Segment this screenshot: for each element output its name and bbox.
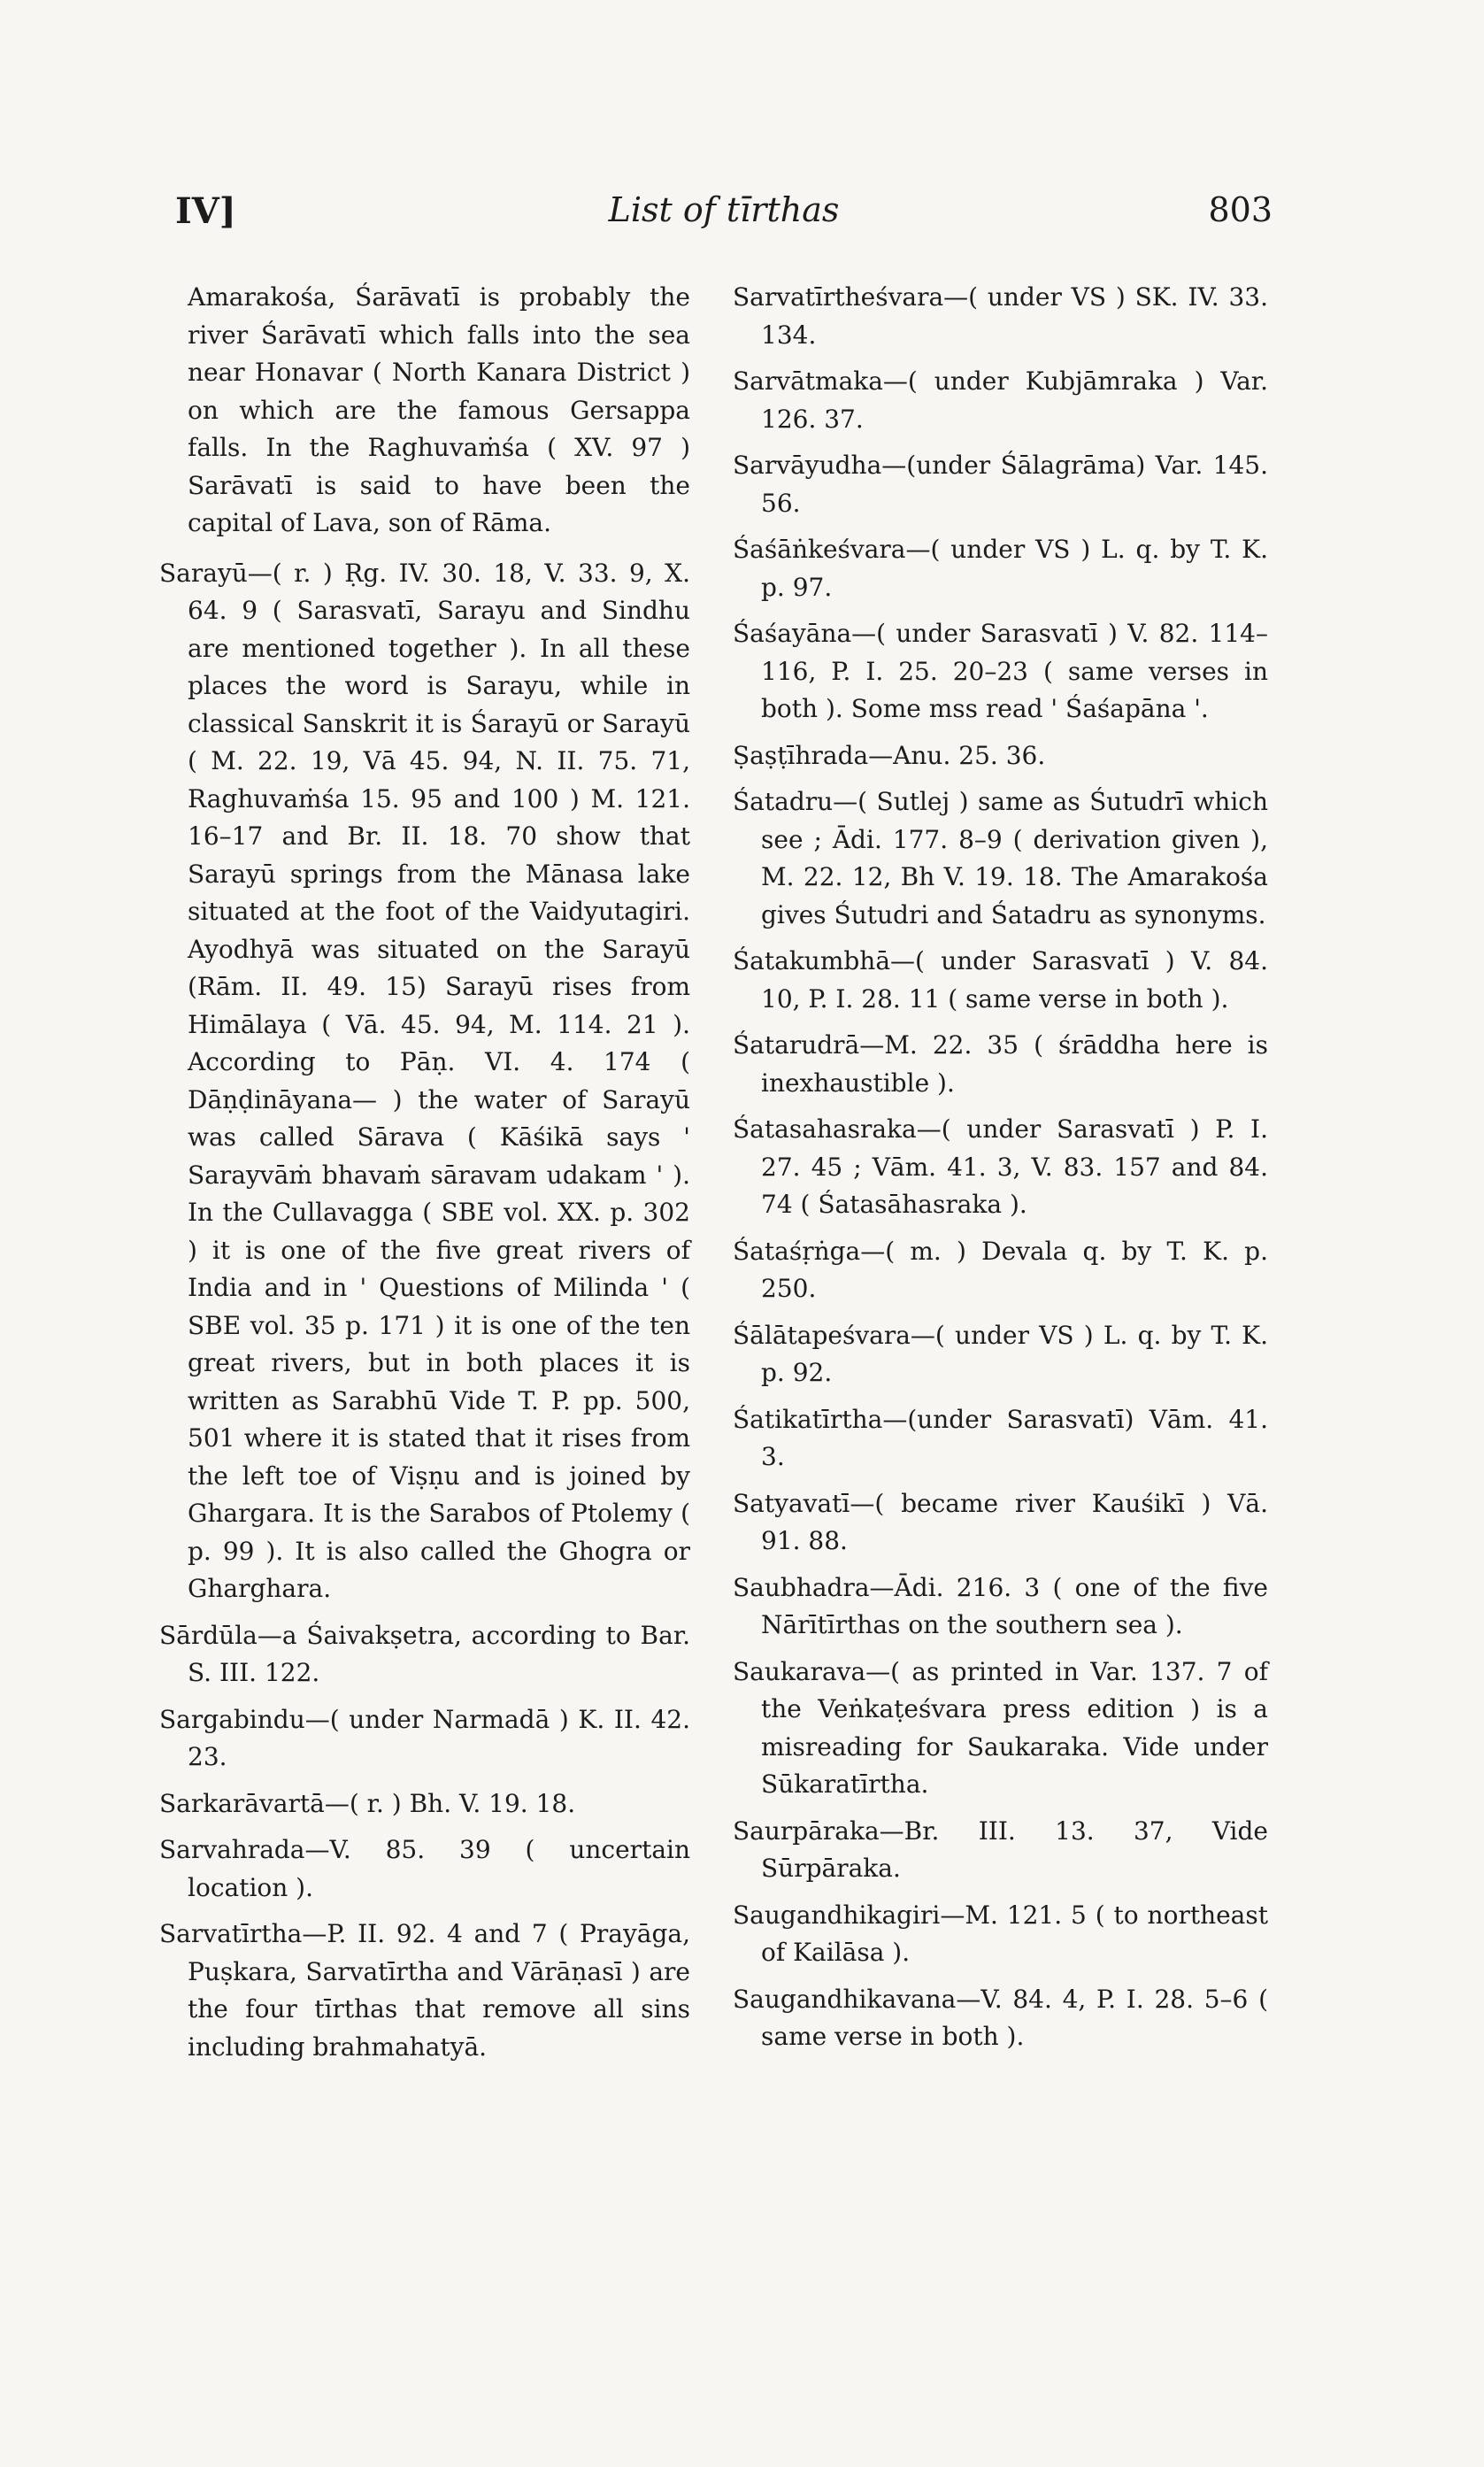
page-number: 803	[1208, 190, 1273, 229]
entry-sarvayudha: Sarvāyudha—(under Śālagrāma) Var. 145. 56.	[733, 451, 1268, 518]
entry-sasankesvara: Śaśāṅkeśvara—( under VS ) L. q. by T. K. p. 97.	[733, 535, 1268, 602]
page-header	[175, 190, 1273, 243]
entry-satyavati: Satyavatī—( became river Kauśikī ) Vā. 91. 88.	[733, 1488, 1268, 1555]
entry-satadru: Śatadru—( Sutlej ) same as Śutudrī which see ; Ādi. 177. 8–9 ( derivation given ), M. 22. 12, Bh V. 19. 18. The Amarakośa gives Śutudri and Śatadru as synonyms.	[733, 787, 1268, 929]
entry-satasrnga: Śataśṛṅga—( m. ) Devala q. by T. K. p. 250.	[733, 1236, 1268, 1303]
section-number: IV]	[175, 190, 236, 232]
entry-satikatirtha: Śatikatīrtha—(under Sarasvatī) Vām. 41. 3.	[733, 1404, 1268, 1471]
entry-sastihrada: Ṣaṣṭīhrada—Anu. 25. 36.	[733, 740, 1046, 770]
left-column	[159, 279, 690, 2075]
entry-salatapesvara: Śālātapeśvara—( under VS ) L. q. by T. K. p. 92.	[733, 1320, 1268, 1387]
entry-sarvatmaka: Sarvātmaka—( under Kubjāmraka ) Var. 126. 37.	[733, 366, 1268, 434]
entry-satasahasraka: Śatasahasraka—( under Sarasvatī ) P. I. 27. 45 ; Vām. 41. 3, V. 83. 157 and 84. 74 ( Śatasāhasraka ).	[733, 1114, 1268, 1219]
running-title: List of tīrthas	[608, 190, 840, 229]
entry-sarvatirthesvara: Sarvatīrtheśvara—( under VS ) SK. IV. 33. 134.	[733, 282, 1268, 350]
entry-satakumbha: Śatakumbhā—( under Sarasvatī ) V. 84. 10, P. I. 28. 11 ( same verse in both ).	[733, 946, 1268, 1014]
entry-saubhadra: Saubhadra—Ādi. 216. 3 ( one of the five Nārītīrthas on the southern sea ).	[733, 1572, 1268, 1639]
entry-saugandhikagiri: Saugandhikagiri—M. 121. 5 ( to northeast of Kailāsa ).	[733, 1900, 1268, 1967]
entry-sardula: Sārdūla—a Śaivakṣetra, according to Bar. S. III. 122.	[159, 1620, 690, 1687]
entry-saurparaka: Saurpāraka—Br. III. 13. 37, Vide Sūrpāraka.	[733, 1816, 1268, 1883]
entry-saukarava: Saukarava—( as printed in Var. 137. 7 of the Veṅkaṭeśvara press edition ) is a misreading for Saukaraka. Vide under Sūkaratīrtha.	[733, 1656, 1268, 1799]
entry-sarvatirtha: Sarvatīrtha—P. II. 92. 4 and 7 ( Prayāga, Puṣkara, Sarvatīrtha and Vārāṇasī ) are the four tīrthas that remove all sins including brahmahatyā.	[159, 1919, 690, 2062]
entry-sasayana: Śaśayāna—( under Sarasvatī ) V. 82. 114–116, P. I. 25. 20–23 ( same verses in both ). Some mss read ' Śaśapāna '.	[733, 619, 1268, 723]
entry-saugandhikavana: Saugandhikavana—V. 84. 4, P. I. 28. 5–6 ( same verse in both ).	[733, 1984, 1268, 2051]
entry-sarvahrada: Sarvahrada—V. 85. 39 ( uncertain location ).	[159, 1835, 690, 1902]
continued-entry-text: Amarakośa, Śarāvatī is probably the river Śarāvatī which falls into the sea near Honavar ( North Kanara District ) on which are the famous Gersappa falls. In the Raghuvaṁśa ( XV. 97 ) Sarāvatī is said to have been the capital of Lava, son of Rāma.	[188, 282, 690, 537]
entry-sarayu: Sarayū—( r. ) Ṛg. IV. 30. 18, V. 33. 9, X. 64. 9 ( Sarasvatī, Sarayu and Sindhu are mentioned together ). In all these places the word is Sarayu, while in classical Sanskrit it is Śarayū or Sarayū ( M. 22. 19, Vā 45. 94, N. II. 75. 71, Raghuvaṁśa 15. 95 and 100 ) M. 121. 16–17 and Br. II. 18. 70 show that Sarayū springs from the Mānasa lake situated at the foot of the Vaidyutagiri. Ayodhyā was situated on the Sarayū (Rām. II. 49. 15) Sarayū rises from Himālaya ( Vā. 45. 94, M. 114. 21 ). According to Pāṇ. VI. 4. 174 ( Dāṇḍināyana— ) the water of Sarayū was called Sārava ( Kāśikā says ' Sarayvāṁ bhavaṁ sāravam udakam ' ). In the Cullavagga ( SBE vol. XX. p. 302 ) it is one of the five great rivers of India and in ' Questions of Milinda ' ( SBE vol. 35 p. 171 ) it is one of the ten great rivers, but in both places it is written as Sarabhū Vide T. P. pp. 500, 501 where it is stated that it rises from the left toe of Viṣṇu and is joined by Ghargara. It is the Sarabos of Ptolemy ( p. 99 ). It is also called the Ghogra or Gharghara.	[159, 558, 690, 1603]
entry-sargabindu: Sargabindu—( under Narmadā ) K. II. 42. 23.	[159, 1704, 690, 1771]
right-column	[733, 279, 1268, 2065]
entry-sarkaravarta: Sarkarāvartā—( r. ) Bh. V. 19. 18.	[159, 1788, 576, 1818]
entry-satarudra: Śatarudrā—M. 22. 35 ( śrāddha here is inexhaustible ).	[733, 1030, 1268, 1098]
